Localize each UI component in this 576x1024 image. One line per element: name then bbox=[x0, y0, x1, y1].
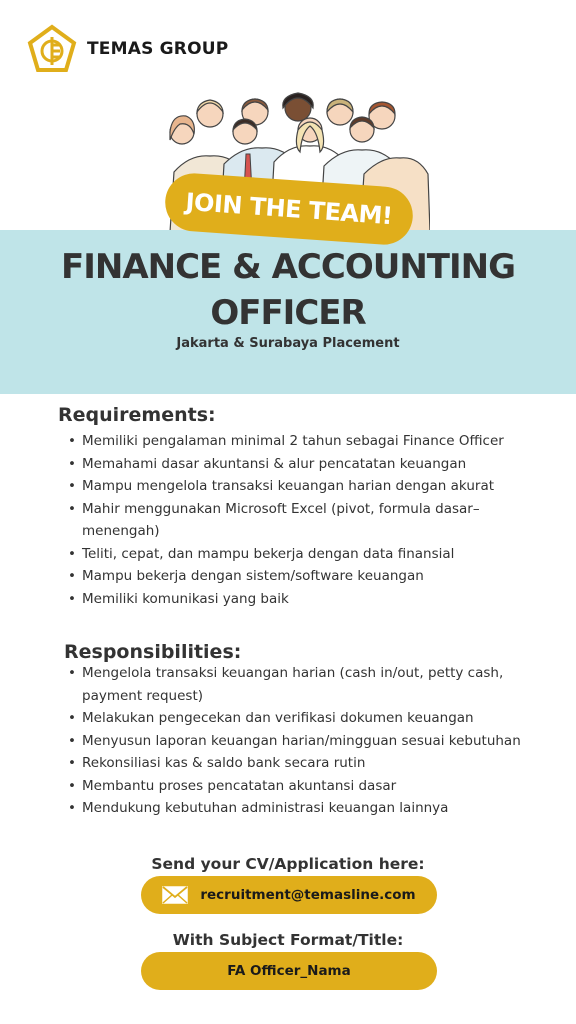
job-title bbox=[0, 244, 576, 336]
list-item: • Membantu proses pencatatan akuntansi dasar bbox=[66, 775, 526, 798]
send-cv-label: Send your CV/Application here: bbox=[151, 855, 425, 873]
job-title-line-2: OFFICER bbox=[210, 293, 366, 333]
list-item: • Mendukung kebutuhan administrasi keuangan lainnya bbox=[66, 797, 526, 820]
temas-pentagon-logo-icon bbox=[27, 24, 77, 74]
email-address[interactable]: recruitment@temasline.com bbox=[200, 887, 416, 903]
list-item: • Rekonsiliasi kas & saldo bank secara rutin bbox=[66, 752, 526, 775]
mail-icon bbox=[162, 886, 188, 904]
email-pill[interactable] bbox=[141, 876, 437, 914]
requirements-heading: Requirements: bbox=[58, 404, 216, 426]
responsibilities-heading: Responsibilities: bbox=[64, 641, 242, 663]
responsibilities-list bbox=[66, 662, 526, 820]
job-title-line-1: FINANCE & ACCOUNTING bbox=[61, 247, 515, 287]
list-item: • Mampu mengelola transaksi keuangan harian dengan akurat bbox=[66, 475, 526, 498]
list-item: • Mampu bekerja dengan sistem/software keuangan bbox=[66, 565, 526, 588]
list-item: • Memiliki komunikasi yang baik bbox=[66, 588, 526, 611]
list-item: • Melakukan pengecekan dan verifikasi dokumen keuangan bbox=[66, 707, 526, 730]
subject-format-label: With Subject Format/Title: bbox=[172, 931, 404, 949]
brand-name: TEMAS GROUP bbox=[87, 39, 229, 59]
brand-logo bbox=[27, 24, 228, 74]
list-item: • Memiliki pengalaman minimal 2 tahun sebagai Finance Officer bbox=[66, 430, 526, 453]
join-badge-text: JOIN THE TEAM! bbox=[184, 187, 394, 231]
requirements-list bbox=[66, 430, 526, 610]
list-item: • Memahami dasar akuntansi & alur pencatatan keuangan bbox=[66, 453, 526, 476]
list-item: • Mengelola transaksi keuangan harian (cash in/out, petty cash, payment request) bbox=[66, 662, 526, 707]
placement-text: Jakarta & Surabaya Placement bbox=[176, 336, 400, 351]
list-item: • Mahir menggunakan Microsoft Excel (pivot, formula dasar–menengah) bbox=[66, 498, 526, 543]
list-item: • Menyusun laporan keuangan harian/mingguan sesuai kebutuhan bbox=[66, 730, 526, 753]
list-item: • Teliti, cepat, dan mampu bekerja dengan data finansial bbox=[66, 543, 526, 566]
subject-text: FA Officer_Nama bbox=[227, 963, 351, 979]
subject-pill bbox=[141, 952, 437, 990]
